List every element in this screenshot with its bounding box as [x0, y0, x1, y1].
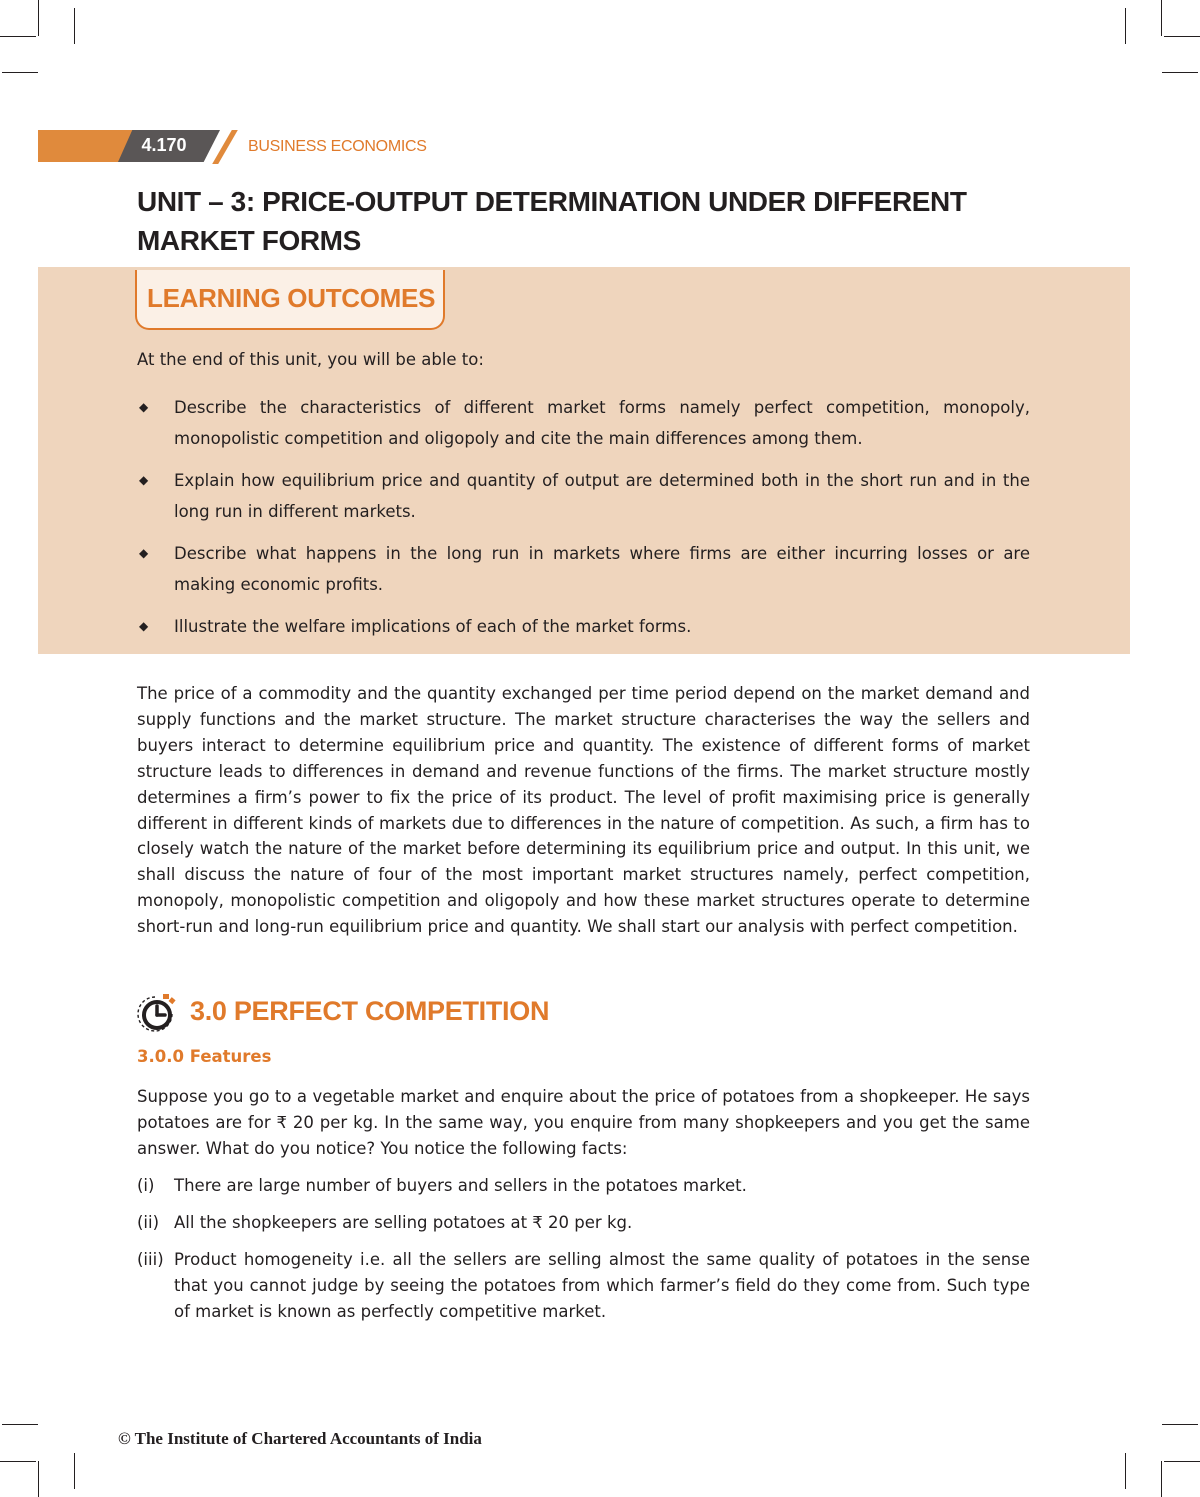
crop-mark: [38, 1461, 39, 1497]
fact-number: (i): [137, 1176, 155, 1195]
learning-outcomes-list: [137, 392, 1030, 653]
book-title: BUSINESS ECONOMICS: [248, 138, 427, 155]
crop-mark: [1164, 36, 1200, 37]
fact-number: (ii): [137, 1212, 160, 1232]
learning-outcome-item: [137, 611, 1030, 642]
crop-mark: [1125, 8, 1126, 44]
diamond-bullet-icon: ◆: [139, 473, 149, 487]
learning-outcome-item: [137, 465, 1030, 527]
learning-outcomes-title: LEARNING OUTCOMES: [147, 283, 436, 313]
intro-paragraph: The price of a commodity and the quantity exchanged per time period depend on the market demand and supply functions and the market structure. The market structure characterises the way the sellers and buyers interact to determine equilibrium price and quantity. The existence of different forms of market structure leads to differences in demand and revenue functions of the firms. The market structure mostly determines a firm’s power to fix the price of its product. The level of profit maximising price is generally different in different kinds of markets due to differences in the nature of competition. As such, a firm has to closely watch the nature of the market before determining its equilibrium price and output. In this unit, we shall discuss the nature of four of the most important market structures namely, perfect competition, monopoly, monopolistic competition and oligopoly and how these market structures operate to determine short-run and long-run equilibrium price and quantity. We shall start our analysis with perfect competition.: [137, 684, 1030, 937]
crop-mark: [1161, 0, 1162, 36]
copyright-footer: © The Institute of Chartered Accountants of India: [118, 1429, 482, 1448]
crop-mark: [74, 1453, 75, 1489]
section-title: 3.0 PERFECT COMPETITION: [190, 996, 550, 1026]
fact-text: All the shopkeepers are selling potatoes at ₹ 20 per kg.: [174, 1212, 633, 1232]
crop-mark: [1162, 72, 1198, 73]
diamond-bullet-icon: ◆: [139, 619, 149, 633]
learning-outcomes-intro: At the end of this unit, you will be able to:: [137, 350, 484, 369]
fact-number: (iii): [137, 1249, 164, 1269]
crop-mark: [1161, 1461, 1162, 1497]
stopwatch-icon: [134, 992, 180, 1034]
crop-mark: [38, 0, 39, 36]
fact-item: [137, 1247, 1030, 1325]
learning-outcome-text: Describe the characteristics of different market forms namely perfect competition, monopoly, monopolistic competition and oligopoly and cite the main differences among them.: [174, 398, 1030, 448]
learning-outcome-text: Describe what happens in the long run in markets where firms are either incurring losses or are making economic profits.: [174, 544, 1030, 594]
crop-mark: [1164, 1461, 1200, 1462]
diamond-bullet-icon: ◆: [139, 546, 149, 560]
facts-list: [137, 1173, 1030, 1336]
learning-outcome-text: Explain how equilibrium price and quantity of output are determined both in the short run and in the long run in different markets.: [174, 471, 1030, 521]
features-paragraph: Suppose you go to a vegetable market and enquire about the price of potatoes from a shopkeeper. He says potatoes are for ₹ 20 per kg. In the same way, you enquire from many shopkeepers and you get the same answer. What do you notice? You notice the following facts:: [137, 1087, 1030, 1158]
learning-outcome-text: Illustrate the welfare implications of each of the market forms.: [174, 617, 692, 636]
fact-text: Product homogeneity i.e. all the sellers are selling almost the same quality of potatoes in the sense that you cannot judge by seeing the potatoes from which farmer’s field do they come from. Such type of market is known as perfectly competitive market.: [174, 1249, 1030, 1321]
unit-title: UNIT – 3: PRICE-OUTPUT DETERMINATION UNDER DIFFERENT MARKET FORMS: [137, 186, 967, 256]
crop-mark: [2, 1424, 38, 1425]
crop-mark: [0, 36, 36, 37]
learning-outcome-item: [137, 392, 1030, 454]
fact-text: There are large number of buyers and sellers in the potatoes market.: [174, 1176, 747, 1195]
crop-mark: [1162, 1424, 1198, 1425]
crop-mark: [2, 72, 38, 73]
diamond-bullet-icon: ◆: [139, 400, 149, 414]
fact-item: [137, 1173, 1030, 1199]
learning-outcome-item: [137, 538, 1030, 600]
crop-mark: [1125, 1453, 1126, 1489]
fact-item: [137, 1210, 1030, 1236]
crop-mark: [0, 1461, 36, 1462]
page-number: 4.170: [141, 135, 187, 155]
subsection-title: 3.0.0 Features: [137, 1047, 272, 1066]
crop-mark: [74, 8, 75, 44]
